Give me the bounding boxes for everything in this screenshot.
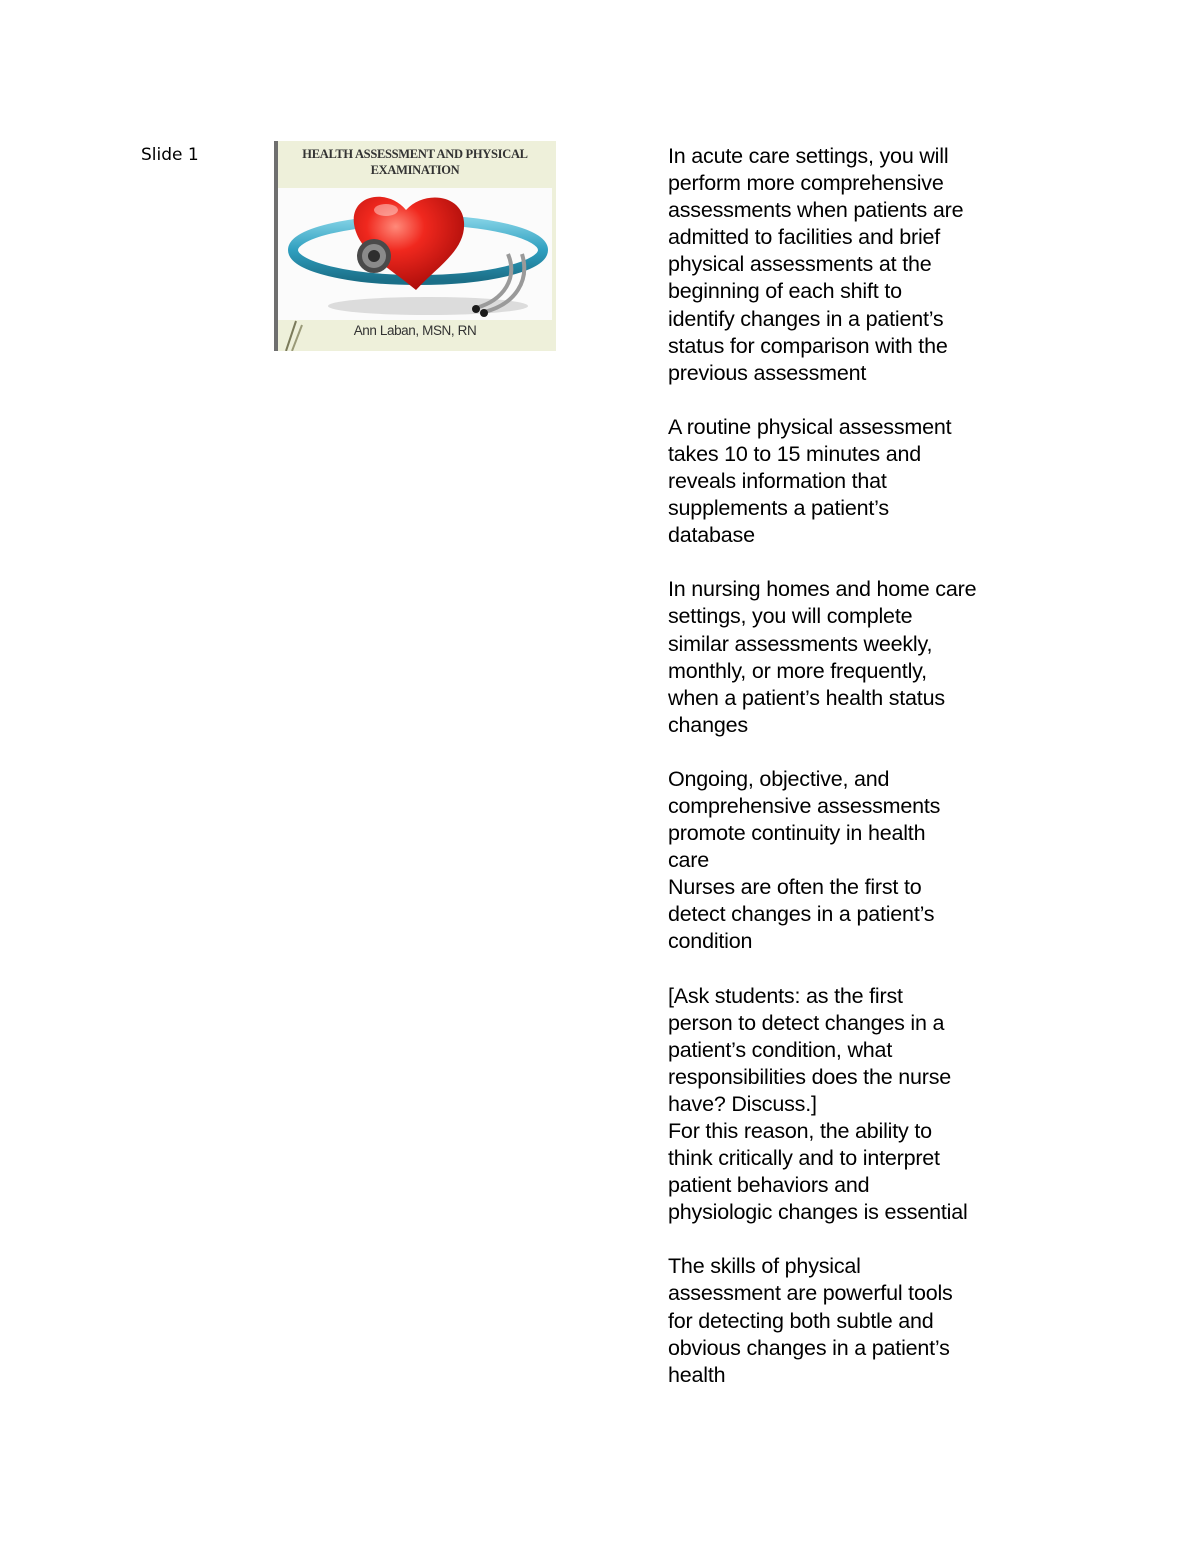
notes-paragraph-8	[668, 1253, 1048, 1388]
notes-line: A routine physical assessment	[668, 414, 952, 439]
notes-line: changes	[668, 712, 748, 737]
notes-line: have? Discuss.]	[668, 1091, 817, 1116]
notes-line: care	[668, 848, 710, 873]
notes-line: supplements a patient’s	[668, 496, 889, 521]
notes-line: settings, you will complete	[668, 604, 913, 629]
slide-author: Ann Laban, MSN, RN	[353, 323, 477, 338]
notes-line: assessments when patients are	[668, 198, 964, 223]
notes-line: responsibilities does the nurse	[668, 1064, 952, 1089]
notes-line: beginning of each shift to	[668, 279, 902, 304]
speaker-notes	[668, 143, 1048, 1416]
notes-line: admitted to facilities and brief	[668, 225, 941, 250]
notes-line: physiologic changes is essential	[668, 1200, 968, 1225]
notes-paragraph-5	[668, 874, 1048, 955]
notes-line: monthly, or more frequently,	[668, 658, 927, 683]
notes-paragraph-2	[668, 414, 1048, 549]
notes-line: comprehensive assessments	[668, 793, 941, 818]
heart-stethoscope-icon	[278, 188, 552, 320]
notes-line: promote continuity in health	[668, 821, 926, 846]
slide-title-line-1: HEALTH ASSESSMENT AND PHYSICAL	[302, 147, 528, 161]
notes-line: when a patient’s health status	[668, 685, 945, 710]
slide-thumbnail	[274, 141, 556, 351]
notes-line: detect changes in a patient’s	[668, 902, 935, 927]
slide-number-label: Slide 1	[141, 145, 199, 165]
notes-line: obvious changes in a patient’s	[668, 1335, 950, 1360]
notes-line: reveals information that	[668, 469, 887, 494]
notes-line: physical assessments at the	[668, 252, 932, 277]
notes-line: takes 10 to 15 minutes and	[668, 441, 921, 466]
notes-line: think critically and to interpret	[668, 1146, 940, 1171]
notes-line: status for comparison with the	[668, 333, 948, 358]
notes-line: identify changes in a patient’s	[668, 306, 944, 331]
notes-line: similar assessments weekly,	[668, 631, 933, 656]
notes-line: patient behaviors and	[668, 1173, 870, 1198]
notes-line: patient’s condition, what	[668, 1037, 893, 1062]
notes-paragraph-7	[668, 1118, 1048, 1226]
notes-line: person to detect changes in a	[668, 1010, 945, 1035]
notes-paragraph-4	[668, 766, 1048, 874]
notes-paragraph-3	[668, 576, 1048, 739]
notes-line: In nursing homes and home care	[668, 577, 977, 602]
slide-title	[280, 146, 550, 178]
notes-line: assessment are powerful tools	[668, 1281, 953, 1306]
notes-line: [Ask students: as the first	[668, 983, 903, 1008]
notes-line: In acute care settings, you will	[668, 144, 949, 168]
notes-line: The skills of physical	[668, 1254, 861, 1279]
notes-line: database	[668, 523, 755, 548]
slide-title-line-2: EXAMINATION	[370, 163, 460, 177]
notes-line: For this reason, the ability to	[668, 1119, 932, 1143]
heart-stethoscope-image	[278, 188, 552, 320]
notes-line: previous assessment	[668, 360, 867, 385]
notes-paragraph-1	[668, 143, 1048, 387]
notes-line: Ongoing, objective, and	[668, 766, 890, 791]
notes-line: condition	[668, 929, 753, 954]
notes-line: perform more comprehensive	[668, 171, 944, 196]
notes-paragraph-6	[668, 983, 1048, 1118]
notes-line: for detecting both subtle and	[668, 1308, 934, 1333]
notes-line: Nurses are often the first to	[668, 875, 922, 900]
notes-line: health	[668, 1362, 726, 1387]
